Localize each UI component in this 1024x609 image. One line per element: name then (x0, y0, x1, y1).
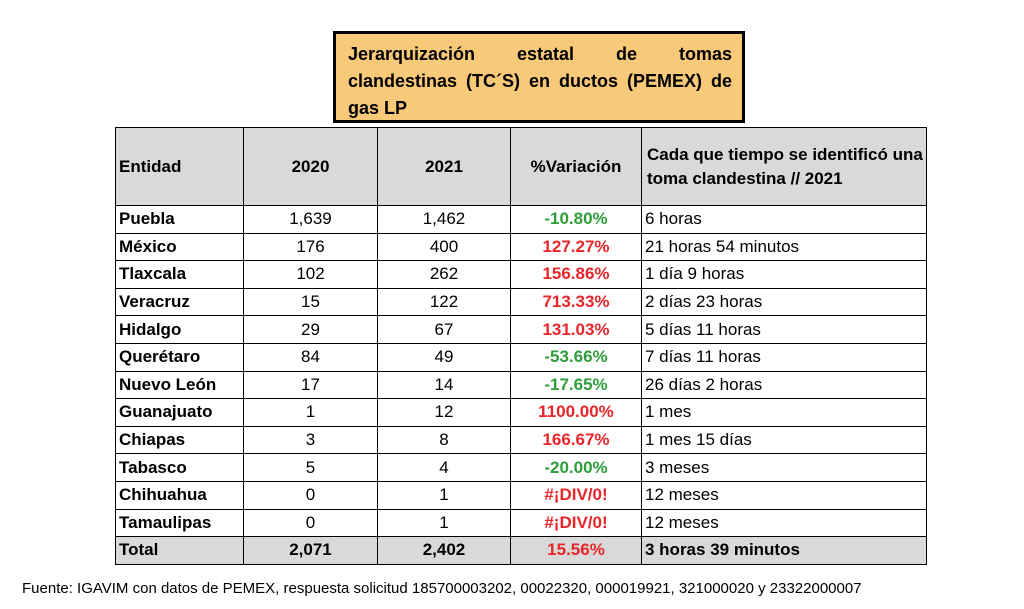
table-row (116, 509, 927, 537)
cell-2020: 5 (244, 454, 378, 482)
cell-entidad: Tamaulipas (116, 509, 244, 537)
table-row (116, 399, 927, 427)
header-row (116, 128, 927, 206)
cell-entidad: Tlaxcala (116, 261, 244, 289)
cell-2021: 4 (378, 454, 511, 482)
cell-tiempo: 26 días 2 horas (642, 371, 927, 399)
cell-tiempo: 6 horas (642, 206, 927, 234)
cell-variacion: 156.86% (511, 261, 642, 289)
cell-2020: 29 (244, 316, 378, 344)
table-row (116, 426, 927, 454)
cell-variacion: #¡DIV/0! (511, 481, 642, 509)
header-variacion: %Variación (511, 128, 642, 206)
cell-variacion: -10.80% (511, 206, 642, 234)
cell-2020: 1,639 (244, 206, 378, 234)
cell-entidad: Tabasco (116, 454, 244, 482)
cell-entidad: Nuevo León (116, 371, 244, 399)
cell-variacion: -53.66% (511, 343, 642, 371)
cell-2021: 400 (378, 233, 511, 261)
cell-variacion: -17.65% (511, 371, 642, 399)
cell-2020: 0 (244, 509, 378, 537)
cell-tiempo: 12 meses (642, 481, 927, 509)
cell-entidad: Querétaro (116, 343, 244, 371)
source-note: Fuente: IGAVIM con datos de PEMEX, respuesta solicitud 185700003202, 00022320, 000019921, 321000020 y 23322000007 (22, 580, 862, 597)
cell-variacion: #¡DIV/0! (511, 509, 642, 537)
cell-2021: 262 (378, 261, 511, 289)
header-entidad: Entidad (116, 128, 244, 206)
header-2020: 2020 (244, 128, 378, 206)
cell-variacion: 1100.00% (511, 399, 642, 427)
cell-2020: 84 (244, 343, 378, 371)
cell-2021: 8 (378, 426, 511, 454)
table-row (116, 261, 927, 289)
table-title: Jerarquización estatal de tomas clandestinas (TC´S) en ductos (PEMEX) de gas LP (333, 31, 745, 123)
cell-variacion: 127.27% (511, 233, 642, 261)
cell-tiempo: 1 mes (642, 399, 927, 427)
cell-2021: 14 (378, 371, 511, 399)
cell-variacion: 131.03% (511, 316, 642, 344)
cell-entidad: México (116, 233, 244, 261)
cell-variacion: -20.00% (511, 454, 642, 482)
cell-2020: 0 (244, 481, 378, 509)
cell-2020: 102 (244, 261, 378, 289)
cell-2021: 1,462 (378, 206, 511, 234)
table-row (116, 371, 927, 399)
table-row (116, 454, 927, 482)
data-table (115, 127, 927, 565)
cell-tiempo: 1 día 9 horas (642, 261, 927, 289)
cell-entidad: Hidalgo (116, 316, 244, 344)
cell-2021: 12 (378, 399, 511, 427)
cell-entidad: Puebla (116, 206, 244, 234)
cell-2021: 67 (378, 316, 511, 344)
cell-tiempo: 1 mes 15 días (642, 426, 927, 454)
cell-2020: 3 (244, 426, 378, 454)
cell-entidad: Total (116, 537, 244, 565)
cell-variacion: 713.33% (511, 288, 642, 316)
cell-2021: 1 (378, 509, 511, 537)
cell-entidad: Chihuahua (116, 481, 244, 509)
cell-entidad: Chiapas (116, 426, 244, 454)
table-row (116, 343, 927, 371)
cell-2021: 49 (378, 343, 511, 371)
cell-2021: 1 (378, 481, 511, 509)
cell-2021: 122 (378, 288, 511, 316)
header-tiempo: Cada que tiempo se identificó una toma clandestina // 2021 (642, 128, 927, 206)
cell-2020: 1 (244, 399, 378, 427)
cell-tiempo: 3 meses (642, 454, 927, 482)
cell-2020: 15 (244, 288, 378, 316)
cell-2020: 17 (244, 371, 378, 399)
table-row (116, 316, 927, 344)
cell-entidad: Veracruz (116, 288, 244, 316)
table-row (116, 233, 927, 261)
cell-entidad: Guanajuato (116, 399, 244, 427)
cell-tiempo: 7 días 11 horas (642, 343, 927, 371)
cell-variacion: 15.56% (511, 537, 642, 565)
cell-2020: 2,071 (244, 537, 378, 565)
table-row (116, 288, 927, 316)
cell-tiempo: 3 horas 39 minutos (642, 537, 927, 565)
cell-2021: 2,402 (378, 537, 511, 565)
cell-tiempo: 21 horas 54 minutos (642, 233, 927, 261)
header-2021: 2021 (378, 128, 511, 206)
total-row (116, 537, 927, 565)
table-row (116, 206, 927, 234)
cell-tiempo: 2 días 23 horas (642, 288, 927, 316)
cell-tiempo: 12 meses (642, 509, 927, 537)
cell-2020: 176 (244, 233, 378, 261)
cell-variacion: 166.67% (511, 426, 642, 454)
cell-tiempo: 5 días 11 horas (642, 316, 927, 344)
table-row (116, 481, 927, 509)
